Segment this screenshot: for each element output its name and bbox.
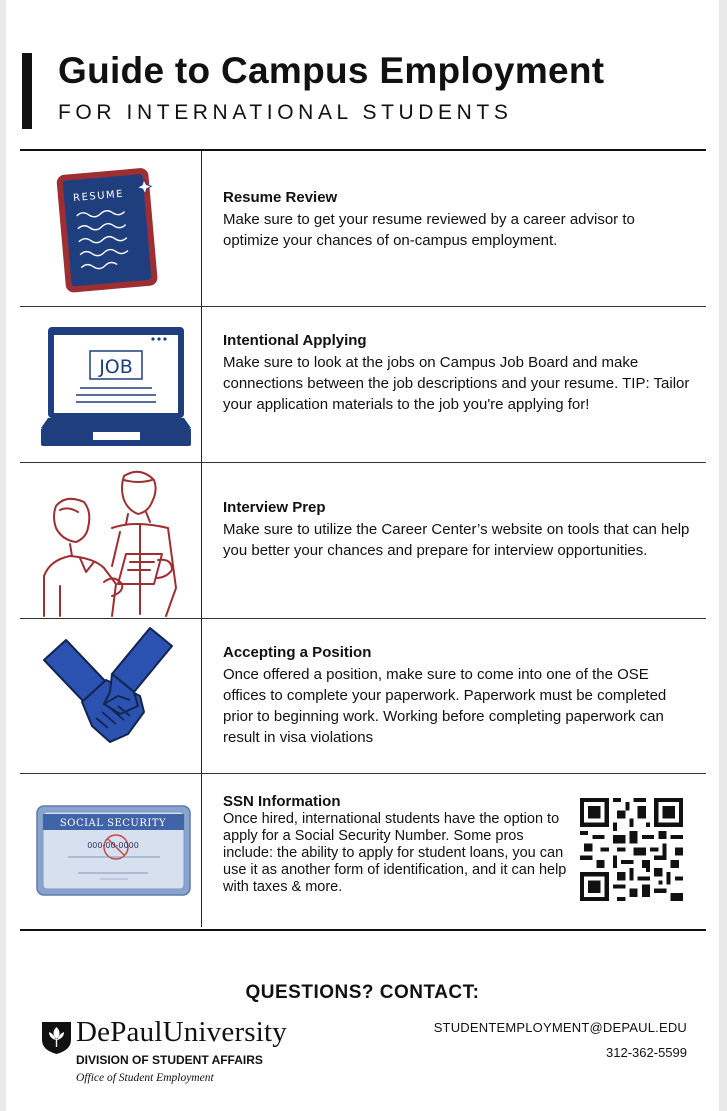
step-heading: Intentional Applying (223, 332, 367, 349)
qr-code-icon[interactable] (580, 798, 683, 901)
step-heading: Resume Review (223, 189, 338, 206)
interview-icon (20, 462, 201, 618)
step-body: Make sure to look at the jobs on Campus Job Board and make connections between the job descriptions and your resume. TIP: Tailor your application materials to the job you're applying for! (223, 354, 690, 413)
flyer-page (6, 0, 719, 1111)
card-title: SOCIAL SECURITY (59, 818, 167, 829)
step-body: Make sure to get your resume reviewed by a career advisor to optimize your chances of on-campus employment. (223, 211, 635, 249)
depaul-logo-icon (40, 1020, 73, 1055)
laptop-job-icon (20, 306, 201, 462)
card-number: 000-00-0000 (87, 841, 139, 850)
social-security-card-icon (20, 773, 201, 927)
step-accepting-position (20, 618, 706, 773)
step-heading: Accepting a Position (223, 644, 372, 661)
step-resume-review (20, 151, 706, 306)
office-name: Office of Student Employment (76, 1072, 214, 1084)
resume-icon (20, 151, 201, 306)
steps-table (20, 149, 706, 931)
step-body: Once hired, international students have the option to apply for a Social Security Number. Some pros include: the ability to apply for student loans, you can use it as another form of identification, and it can help with taxes & more. (223, 811, 567, 895)
step-intentional-applying (20, 306, 706, 462)
division-name: DIVISION OF STUDENT AFFAIRS (76, 1053, 263, 1067)
contact-heading: QUESTIONS? CONTACT: (245, 982, 480, 1003)
university-name: DePaulUniversity (76, 1016, 288, 1048)
step-ssn-information (20, 773, 706, 927)
step-body: Make sure to utilize the Career Center’s website on tools that can help you better your chances and prepare for interview opportunities. (223, 521, 690, 559)
step-heading: Interview Prep (223, 499, 326, 516)
page-subtitle: FOR INTERNATIONAL STUDENTS (58, 101, 513, 124)
handshake-icon (20, 618, 201, 773)
page-title: Guide to Campus Employment (58, 50, 605, 91)
resume-icon-label: RESUME (72, 188, 125, 205)
contact-email-link[interactable]: STUDENTEMPLOYMENT@DEPAUL.EDU (433, 1020, 687, 1035)
contact-phone[interactable]: 312-362-5599 (606, 1045, 687, 1060)
step-body: Once offered a position, make sure to come into one of the OSE offices to complete your paperwork. Paperwork must be completed prior to beginning work. Working before completing paperwork can result in visa violations (223, 666, 667, 746)
job-icon-label: JOB (99, 356, 133, 378)
step-heading: SSN Information (223, 793, 341, 810)
step-interview-prep (20, 462, 706, 618)
title-accent-bar (22, 53, 32, 129)
